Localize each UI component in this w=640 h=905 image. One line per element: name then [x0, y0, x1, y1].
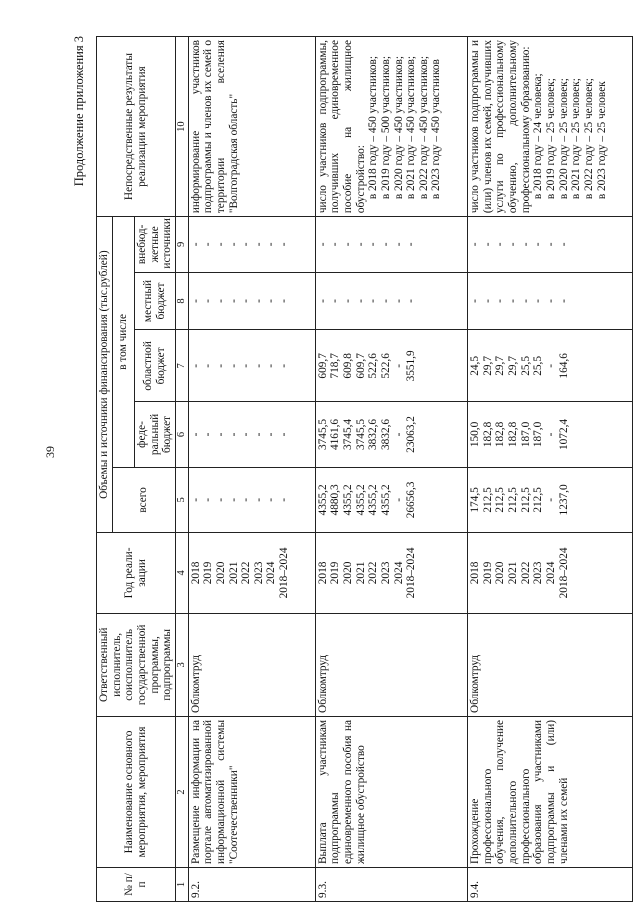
direct-results	[468, 37, 633, 217]
result-year-line: в 2018 году – 450 участников;	[367, 55, 380, 200]
year-value: 2018	[316, 561, 329, 585]
amount-value: -	[252, 432, 265, 437]
amount-value: -	[367, 242, 380, 247]
year-value: 2018–2024	[405, 547, 418, 599]
year-value: 2018–2024	[278, 547, 291, 599]
amount-value: -	[519, 299, 532, 303]
amount-value: -	[532, 242, 545, 247]
amount-value: -	[507, 242, 520, 247]
extra-cell	[315, 217, 467, 272]
amount-value: -	[405, 299, 418, 303]
col-number: 4	[175, 533, 188, 614]
amount-value: 3832,6	[379, 418, 392, 450]
col-number: 7	[175, 330, 188, 402]
result-year-line: в 2023 году – 25 человек	[595, 81, 608, 200]
amount-value: 29,7	[481, 355, 494, 376]
year-value: 2019	[481, 561, 494, 585]
amount-value: -	[329, 299, 342, 303]
table-row	[188, 37, 315, 902]
amount-value: -	[494, 242, 507, 247]
row-number: 9.3.	[315, 868, 467, 902]
amount-value: -	[557, 242, 570, 247]
responsible-executor: Облкомтруд	[468, 613, 633, 716]
year-value: 2021	[354, 561, 367, 585]
amount-value: -	[227, 363, 240, 368]
amount-value: 212,5	[519, 487, 532, 513]
amount-value: 3745,5	[316, 418, 329, 450]
year-value: 2021	[507, 561, 520, 585]
year-value: 2022	[367, 561, 380, 585]
amount-value: 25,5	[519, 355, 532, 376]
year-list	[188, 533, 315, 614]
amount-value: -	[481, 299, 494, 303]
result-description: число участников подпрограммы и (или) членов их семей, получивших услуги по профессиональному обучению, дополнительному профессиональному образованию:	[469, 40, 532, 214]
year-value: 2024	[265, 561, 278, 585]
amount-value: 24,5	[469, 355, 482, 376]
amount-value: 212,5	[532, 487, 545, 513]
amount-value: -	[227, 432, 240, 437]
col-number: 2	[175, 716, 188, 867]
amount-value: -	[494, 299, 507, 303]
rotated-table-page	[66, 36, 626, 902]
year-value: 2023	[379, 561, 392, 585]
amount-value: -	[367, 299, 380, 303]
amount-value: -	[342, 242, 354, 247]
amount-value: -	[202, 299, 215, 303]
amount-value: -	[469, 242, 482, 247]
header-executor: Ответственный исполнитель, соисполнитель государственной программы, подпрограммы	[97, 613, 176, 716]
header-extra: внебюд-жетные источники	[134, 217, 175, 272]
amount-value: 150,0	[469, 421, 482, 448]
amount-value: -	[544, 242, 557, 247]
col-number: 9	[175, 217, 188, 272]
header-including: в том числе	[112, 217, 134, 468]
result-year-line: в 2019 году – 25 человек;	[544, 78, 557, 200]
amount-value: 718,7	[329, 353, 342, 379]
amount-value: -	[189, 299, 202, 303]
table-body	[188, 37, 633, 902]
table-row	[468, 37, 633, 902]
amount-value: 522,6	[379, 353, 392, 379]
result-year-line: в 2018 году – 24 человека;	[532, 73, 545, 200]
amount-value: 212,5	[481, 487, 494, 513]
federal-cell	[468, 402, 633, 467]
table-row	[315, 37, 467, 902]
amount-value: -	[265, 242, 278, 247]
page-number: 39	[43, 446, 57, 458]
amount-value: 522,6	[367, 353, 380, 379]
amount-value: -	[532, 299, 545, 303]
total-cell	[315, 467, 467, 532]
amount-value: -	[265, 363, 278, 368]
col-number: 3	[175, 613, 188, 716]
program-activities-table	[96, 36, 633, 902]
header-results: Непосредственные результаты реализации мероприятия	[97, 37, 176, 217]
amount-value: -	[278, 432, 291, 437]
responsible-executor: Облкомтруд	[315, 613, 467, 716]
amount-value: -	[544, 432, 557, 437]
amount-value: -	[214, 242, 227, 247]
regional-cell	[315, 330, 467, 402]
header-year: Год реали-зации	[97, 533, 176, 614]
amount-value: 174,5	[469, 487, 482, 513]
amount-value: 25,5	[532, 355, 545, 376]
amount-value: -	[240, 432, 253, 437]
amount-value: -	[316, 299, 329, 303]
amount-value: 4880,3	[329, 484, 342, 516]
amount-value: 4355,2	[367, 484, 380, 516]
federal-cell	[315, 402, 467, 467]
header-funding: Объемы и источники финансирования (тыс.рублей)	[97, 217, 113, 533]
amount-value: 4355,2	[379, 484, 392, 516]
amount-value: -	[354, 299, 367, 303]
amount-value: 26656,3	[405, 481, 418, 519]
col-number: 6	[175, 402, 188, 467]
year-value: 2020	[214, 561, 227, 585]
header-federal: феде-ральный бюджет	[134, 402, 175, 467]
amount-value: -	[519, 242, 532, 247]
amount-value: 4161,6	[329, 418, 342, 450]
responsible-executor: Облкомтруд	[188, 613, 315, 716]
amount-value: -	[265, 498, 278, 502]
amount-value: -	[252, 299, 265, 303]
amount-value: 3745,4	[342, 418, 354, 450]
amount-value: 4355,2	[316, 484, 329, 516]
amount-value: -	[379, 299, 392, 303]
col-number: 1	[175, 868, 188, 902]
result-year-line: в 2020 году – 25 человек;	[557, 78, 570, 200]
year-value: 2022	[519, 561, 532, 585]
amount-value: 1072,4	[557, 418, 570, 450]
amount-value: 609,7	[316, 353, 329, 379]
amount-value: 4355,2	[354, 484, 367, 516]
col-number: 8	[175, 272, 188, 330]
year-value: 2023	[252, 561, 265, 585]
amount-value: 187,0	[519, 421, 532, 448]
amount-value: -	[189, 498, 202, 502]
amount-value: -	[227, 498, 240, 502]
amount-value: 609,7	[354, 353, 367, 379]
amount-value: -	[544, 299, 557, 303]
amount-value: -	[354, 242, 367, 247]
amount-value: -	[252, 498, 265, 502]
header-num: № п/п	[97, 868, 176, 902]
amount-value: -	[240, 363, 253, 368]
amount-value: -	[214, 363, 227, 368]
amount-value: -	[405, 242, 418, 247]
amount-value: -	[189, 242, 202, 247]
amount-value: 187,0	[532, 421, 545, 448]
result-year-line: в 2022 году – 25 человек;	[582, 78, 595, 200]
header-regional: областной бюджет	[134, 330, 175, 402]
col-number: 10	[175, 37, 188, 217]
year-value: 2024	[392, 561, 405, 585]
year-list	[315, 533, 467, 614]
direct-results	[188, 37, 315, 217]
amount-value: -	[227, 242, 240, 247]
year-value: 2021	[227, 561, 240, 585]
result-year-line: в 2023 году – 450 участников	[430, 59, 443, 200]
regional-cell	[188, 330, 315, 402]
col-number: 5	[175, 467, 188, 532]
year-value: 2018	[189, 561, 202, 585]
amount-value: -	[252, 363, 265, 368]
result-year-line: в 2022 году – 450 участников;	[417, 55, 430, 200]
activity-name: Прохождение профессионального обучения, получение дополнительного профессионального образования участниками подпрограммы и (или) членами их семей	[468, 716, 633, 867]
result-description: информирование участников подпрограммы и членов их семей о территории вселения "Волгоградская область"	[189, 40, 240, 214]
result-year-line: в 2021 году – 25 человек;	[570, 78, 583, 200]
result-year-line: в 2021 году – 450 участников;	[405, 55, 418, 200]
amount-value: -	[329, 242, 342, 247]
year-value: 2019	[202, 561, 215, 585]
amount-value: -	[227, 299, 240, 303]
amount-value: -	[469, 299, 482, 303]
extra-cell	[188, 217, 315, 272]
year-value: 2018	[469, 561, 482, 585]
amount-value: -	[544, 498, 557, 502]
amount-value: -	[481, 242, 494, 247]
amount-value: -	[392, 363, 405, 368]
amount-value: 212,5	[494, 487, 507, 513]
amount-value: -	[392, 498, 405, 502]
year-value: 2020	[342, 561, 354, 585]
amount-value: 609,8	[342, 353, 354, 379]
amount-value: 3832,6	[367, 418, 380, 450]
amount-value: -	[342, 299, 354, 303]
amount-value: 23063,2	[405, 416, 418, 453]
result-year-line: в 2019 году – 500 участников;	[379, 55, 392, 200]
amount-value: -	[240, 498, 253, 502]
year-value: 2018–2024	[557, 547, 570, 599]
amount-value: 29,7	[507, 355, 520, 376]
total-cell	[468, 467, 633, 532]
amount-value: -	[316, 242, 329, 247]
appendix-continuation-note: Продолжение приложения 3	[72, 36, 86, 187]
amount-value: 212,5	[507, 487, 520, 513]
header-local: местный бюджет	[134, 272, 175, 330]
amount-value: -	[265, 299, 278, 303]
local-cell	[188, 272, 315, 330]
amount-value: -	[240, 299, 253, 303]
amount-value: -	[507, 299, 520, 303]
amount-value: -	[202, 432, 215, 437]
year-list	[468, 533, 633, 614]
amount-value: 3745,5	[354, 418, 367, 450]
extra-cell	[468, 217, 633, 272]
row-number: 9.2.	[188, 868, 315, 902]
amount-value: 3551,9	[405, 350, 418, 382]
amount-value: -	[214, 498, 227, 502]
amount-value: -	[392, 299, 405, 303]
amount-value: -	[278, 242, 291, 247]
amount-value: -	[278, 299, 291, 303]
row-number: 9.4.	[468, 868, 633, 902]
amount-value: -	[392, 242, 405, 247]
total-cell	[188, 467, 315, 532]
amount-value: -	[202, 363, 215, 368]
amount-value: -	[214, 432, 227, 437]
amount-value: 29,7	[494, 355, 507, 376]
amount-value: -	[544, 363, 557, 368]
amount-value: 182,8	[507, 421, 520, 448]
amount-value: 164,6	[557, 353, 570, 379]
result-year-line: в 2020 году – 450 участников;	[392, 55, 405, 200]
amount-value: -	[202, 242, 215, 247]
direct-results	[315, 37, 467, 217]
result-description: число участников подпрограммы, получивших единовременное пособие на жилищное обустройство:	[316, 40, 367, 214]
regional-cell	[468, 330, 633, 402]
year-value: 2023	[532, 561, 545, 585]
amount-value: -	[557, 299, 570, 303]
amount-value: -	[214, 299, 227, 303]
amount-value: -	[265, 432, 278, 437]
federal-cell	[188, 402, 315, 467]
local-cell	[468, 272, 633, 330]
amount-value: -	[278, 363, 291, 368]
amount-value: -	[252, 242, 265, 247]
local-cell	[315, 272, 467, 330]
amount-value: 4355,2	[342, 484, 354, 516]
amount-value: -	[240, 242, 253, 247]
amount-value: -	[189, 363, 202, 368]
header-name: Наименование основного мероприятия, мероприятия	[97, 716, 176, 867]
activity-name: Размещение информации на портале автоматизированной информационной системы "Соотечественники"	[188, 716, 315, 867]
amount-value: 1237,0	[557, 484, 570, 516]
year-value: 2024	[544, 561, 557, 585]
year-value: 2020	[494, 561, 507, 585]
amount-value: 182,8	[481, 421, 494, 448]
amount-value: -	[189, 432, 202, 437]
amount-value: 182,8	[494, 421, 507, 448]
header-total: всего	[112, 467, 175, 532]
amount-value: -	[278, 498, 291, 502]
year-value: 2019	[329, 561, 342, 585]
amount-value: -	[202, 498, 215, 502]
year-value: 2022	[240, 561, 253, 585]
amount-value: -	[392, 432, 405, 437]
activity-name: Выплата участникам подпрограммы единовременного пособия на жилищное обустройство	[315, 716, 467, 867]
amount-value: -	[379, 242, 392, 247]
